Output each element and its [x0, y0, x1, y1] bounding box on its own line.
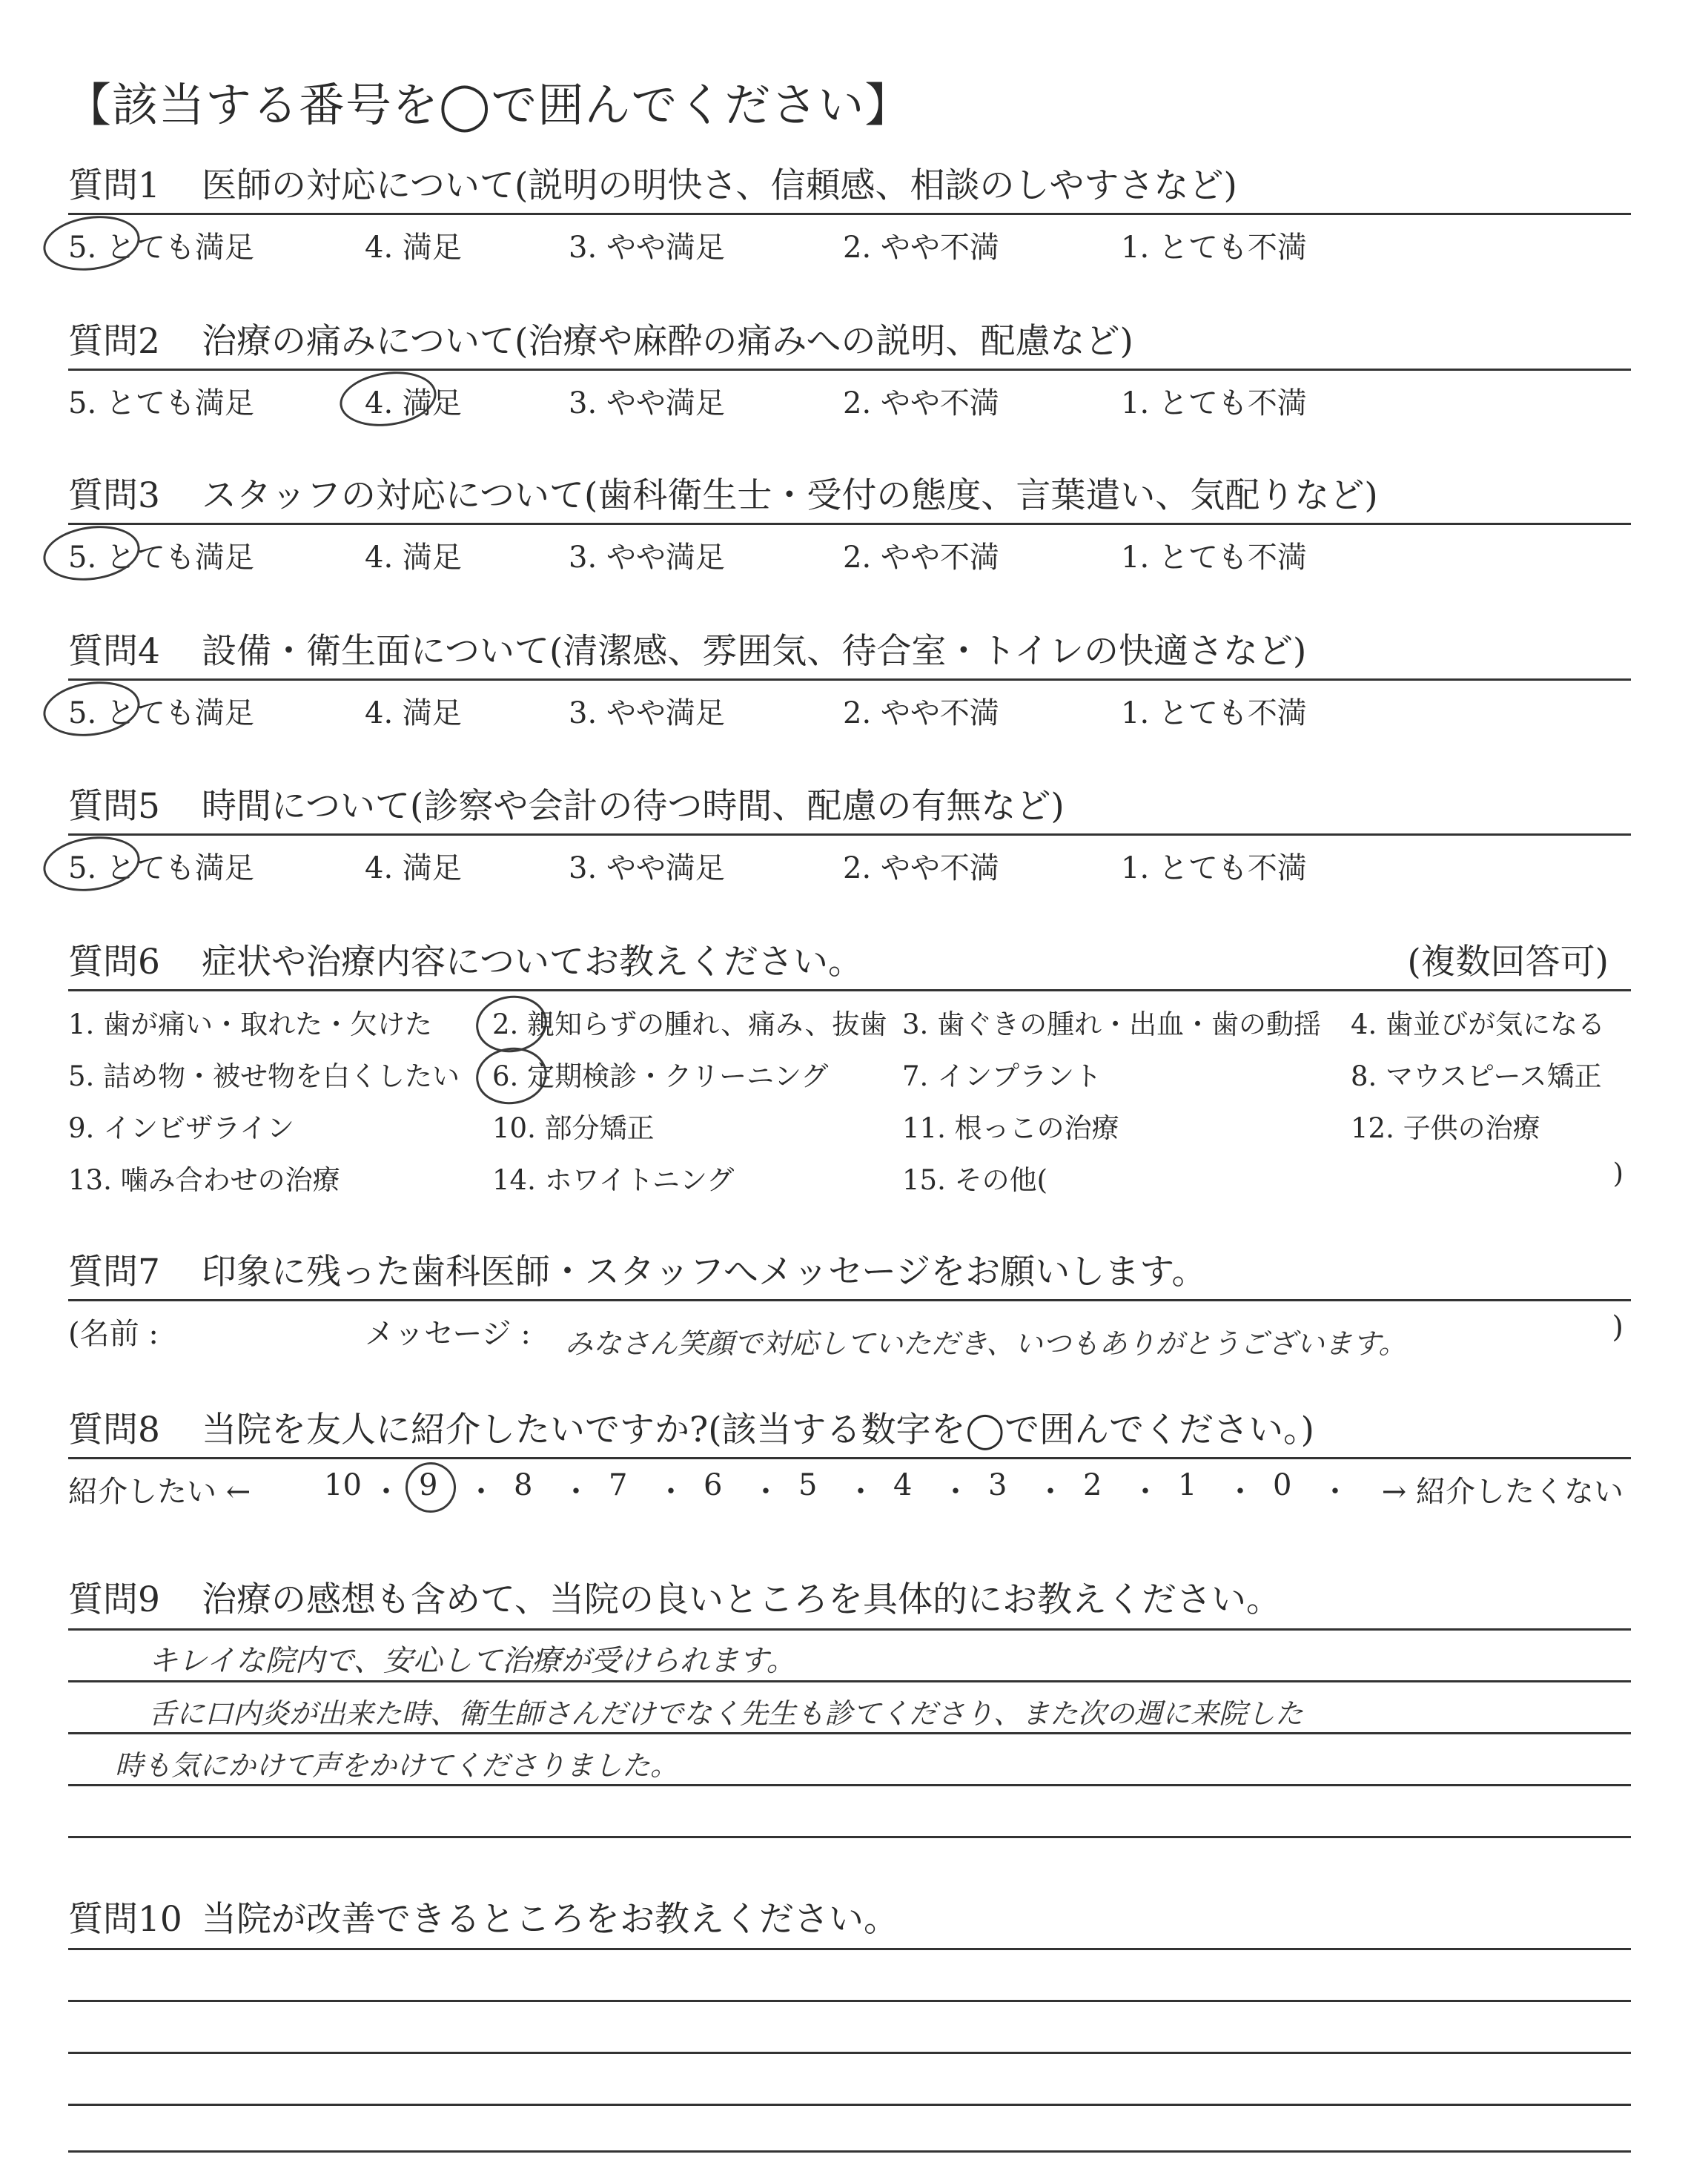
symptom-options	[68, 991, 1631, 1206]
scale-value-1[interactable]: 1	[1178, 1468, 1197, 1502]
multiple-answer-note: (複数回答可)	[1407, 942, 1609, 982]
scale-right-label: → 紹介したくない	[1381, 1475, 1623, 1509]
rating-option-1[interactable]: 1. とても不満	[1121, 541, 1307, 575]
scale-separator: ・	[846, 1475, 875, 1509]
question-3	[68, 469, 1631, 577]
selection-circle	[337, 366, 440, 432]
rating-option-4[interactable]: 4. 満足	[365, 696, 462, 730]
scale-separator: ・	[656, 1475, 686, 1509]
other-close: )	[1612, 1157, 1623, 1189]
scale-value-10[interactable]: 10	[324, 1468, 362, 1502]
symptom-option-12[interactable]: 12. 子供の治療	[1351, 1112, 1540, 1144]
question-6	[68, 936, 1631, 1206]
handwritten-answer-line-2: 舌に口内炎が出来た時、衛生師さんだけでなく先生も診てくださり、また次の週に来院した	[148, 1697, 1304, 1730]
question-number: 質問6	[68, 942, 160, 982]
question-text: 当院が改善できるところをお教えください。	[202, 1899, 898, 1940]
scale-value-5[interactable]: 5	[798, 1468, 818, 1502]
rating-option-3[interactable]: 3. やや満足	[569, 851, 725, 885]
question-text: 治療の感想も含めて、当院の良いところを具体的にお教えください。	[202, 1579, 1282, 1620]
symptom-option-10[interactable]: 10. 部分矯正	[492, 1112, 655, 1144]
answer-line	[68, 2104, 1631, 2106]
question-7	[68, 1246, 1631, 1361]
answer-line	[68, 2052, 1631, 2054]
selection-circle	[403, 1459, 460, 1516]
symptom-option-2[interactable]: 2. 親知らずの腫れ、痛み、抜歯	[492, 1008, 887, 1040]
rating-option-1[interactable]: 1. とても不満	[1121, 386, 1307, 420]
rating-option-4[interactable]: 4. 満足	[365, 231, 462, 265]
answer-line	[68, 2000, 1631, 2002]
question-text: 印象に残った歯科医師・スタッフへメッセージをお願いします。	[202, 1252, 1207, 1292]
rating-option-3[interactable]: 3. やや満足	[569, 696, 725, 730]
rating-option-2[interactable]: 2. やや不満	[843, 541, 999, 575]
scale-value-8[interactable]: 8	[514, 1468, 533, 1502]
question-9	[68, 1573, 1631, 1627]
question-number: 質問5	[68, 786, 160, 827]
rating-option-5[interactable]: 5. とても満足	[68, 851, 254, 885]
rating-option-3[interactable]: 3. やや満足	[569, 386, 725, 420]
answer-line	[68, 1680, 1631, 1682]
rating-option-1[interactable]: 1. とても不満	[1121, 696, 1307, 730]
selection-circle	[40, 676, 144, 742]
symptom-option-3[interactable]: 3. 歯ぐきの腫れ・出血・歯の動揺	[902, 1008, 1322, 1040]
form-title: 【該当する番号を◯で囲んでください】	[65, 78, 912, 132]
question-1	[68, 159, 1631, 267]
scale-value-2[interactable]: 2	[1083, 1468, 1102, 1502]
answer-line	[68, 2150, 1631, 2153]
rating-option-4[interactable]: 4. 満足	[365, 386, 462, 420]
symptom-option-15[interactable]: 15. その他(	[902, 1164, 1048, 1196]
selection-circle	[40, 520, 144, 587]
symptom-option-8[interactable]: 8. マウスピース矯正	[1351, 1060, 1602, 1092]
selection-circle	[40, 830, 144, 897]
question-number: 質問10	[68, 1899, 182, 1940]
question-2	[68, 315, 1631, 423]
rating-option-2[interactable]: 2. やや不満	[843, 696, 999, 730]
symptom-option-13[interactable]: 13. 噛み合わせの治療	[68, 1164, 340, 1196]
question-text: 時間について(診察や会計の待つ時間、配慮の有無など)	[202, 786, 1065, 827]
symptom-option-6[interactable]: 6. 定期検診・クリーニング	[492, 1060, 829, 1092]
question-number: 質問9	[68, 1579, 160, 1620]
question-number: 質問1	[68, 165, 160, 206]
handwritten-message: みなさん笑顔で対応していただき、いつもありがとうございます。	[565, 1327, 1407, 1360]
scale-separator: ・	[1131, 1475, 1160, 1509]
question-5	[68, 780, 1631, 888]
rating-option-5[interactable]: 5. とても満足	[68, 231, 254, 265]
rating-option-2[interactable]: 2. やや不満	[843, 386, 999, 420]
scale-separator: ・	[1225, 1475, 1255, 1509]
answer-line	[68, 1628, 1631, 1631]
symptom-option-1[interactable]: 1. 歯が痛い・取れた・欠けた	[68, 1008, 433, 1040]
scale-value-4[interactable]: 4	[893, 1468, 913, 1502]
scale-value-7[interactable]: 7	[609, 1468, 628, 1502]
question-text: 症状や治療内容についてお教えください。	[202, 942, 864, 982]
question-4	[68, 625, 1631, 733]
handwritten-answer-line-3: 時も気にかけて声をかけてくださりました。	[115, 1749, 679, 1782]
question-text: スタッフの対応について(歯科衛生士・受付の態度、言葉遣い、気配りなど)	[202, 475, 1378, 516]
scale-separator: ・	[1320, 1475, 1350, 1509]
symptom-option-5[interactable]: 5. 詰め物・被せ物を白くしたい	[68, 1060, 460, 1092]
answer-line	[68, 1732, 1631, 1734]
recommend-scale	[68, 1459, 1631, 1511]
question-number: 質問2	[68, 321, 160, 362]
scale-separator: ・	[371, 1475, 401, 1509]
scale-value-3[interactable]: 3	[988, 1468, 1007, 1502]
rating-option-1[interactable]: 1. とても不満	[1121, 851, 1307, 885]
rating-option-5[interactable]: 5. とても満足	[68, 386, 254, 420]
scale-value-9[interactable]: 9	[419, 1468, 438, 1502]
question-8	[68, 1404, 1631, 1511]
handwritten-answer-line-1: キレイな院内で、安心して治療が受けられます。	[148, 1644, 796, 1678]
message-label: メッセージ :	[365, 1317, 531, 1351]
name-label: (名前 :	[68, 1317, 159, 1351]
symptom-option-11[interactable]: 11. 根っこの治療	[902, 1112, 1119, 1144]
question-text: 当院を友人に紹介したいですか?(該当する数字を◯で囲んでください。)	[202, 1410, 1314, 1450]
answer-line	[68, 1836, 1631, 1838]
rating-option-5[interactable]: 5. とても満足	[68, 696, 254, 730]
rating-option-1[interactable]: 1. とても不満	[1121, 231, 1307, 265]
symptom-option-4[interactable]: 4. 歯並びが気になる	[1351, 1008, 1606, 1040]
answer-line	[68, 1784, 1631, 1786]
question-number: 質問3	[68, 475, 160, 516]
question-10	[68, 1893, 1631, 1946]
message-close: )	[1612, 1310, 1623, 1344]
scale-separator: ・	[561, 1475, 591, 1509]
question-text: 治療の痛みについて(治療や麻酔の痛みへの説明、配慮など)	[202, 321, 1133, 362]
question-text: 設備・衛生面について(清潔感、雰囲気、待合室・トイレの快適さなど)	[202, 631, 1307, 672]
symptom-option-7[interactable]: 7. インプラント	[902, 1060, 1102, 1092]
scale-separator: ・	[941, 1475, 970, 1509]
rating-option-2[interactable]: 2. やや不満	[843, 851, 999, 885]
rating-option-2[interactable]: 2. やや不満	[843, 231, 999, 265]
symptom-option-14[interactable]: 14. ホワイトニング	[492, 1164, 735, 1196]
question-number: 質問8	[68, 1410, 160, 1450]
rating-option-3[interactable]: 3. やや満足	[569, 541, 725, 575]
scale-value-0[interactable]: 0	[1273, 1468, 1292, 1502]
symptom-option-9[interactable]: 9. インビザライン	[68, 1112, 294, 1144]
rating-option-3[interactable]: 3. やや満足	[569, 231, 725, 265]
scale-separator: ・	[466, 1475, 496, 1509]
selection-circle	[40, 210, 144, 277]
scale-value-6[interactable]: 6	[704, 1468, 723, 1502]
answer-line	[68, 1948, 1631, 1950]
question-number: 質問7	[68, 1252, 160, 1292]
scale-separator: ・	[1036, 1475, 1065, 1509]
question-text: 医師の対応について(説明の明快さ、信頼感、相談のしやすさなど)	[202, 165, 1237, 206]
rating-option-5[interactable]: 5. とても満足	[68, 541, 254, 575]
scale-separator: ・	[751, 1475, 781, 1509]
rating-option-4[interactable]: 4. 満足	[365, 541, 462, 575]
scale-left-label: 紹介したい ←	[68, 1475, 251, 1509]
question-number: 質問4	[68, 631, 160, 672]
rating-option-4[interactable]: 4. 満足	[365, 851, 462, 885]
